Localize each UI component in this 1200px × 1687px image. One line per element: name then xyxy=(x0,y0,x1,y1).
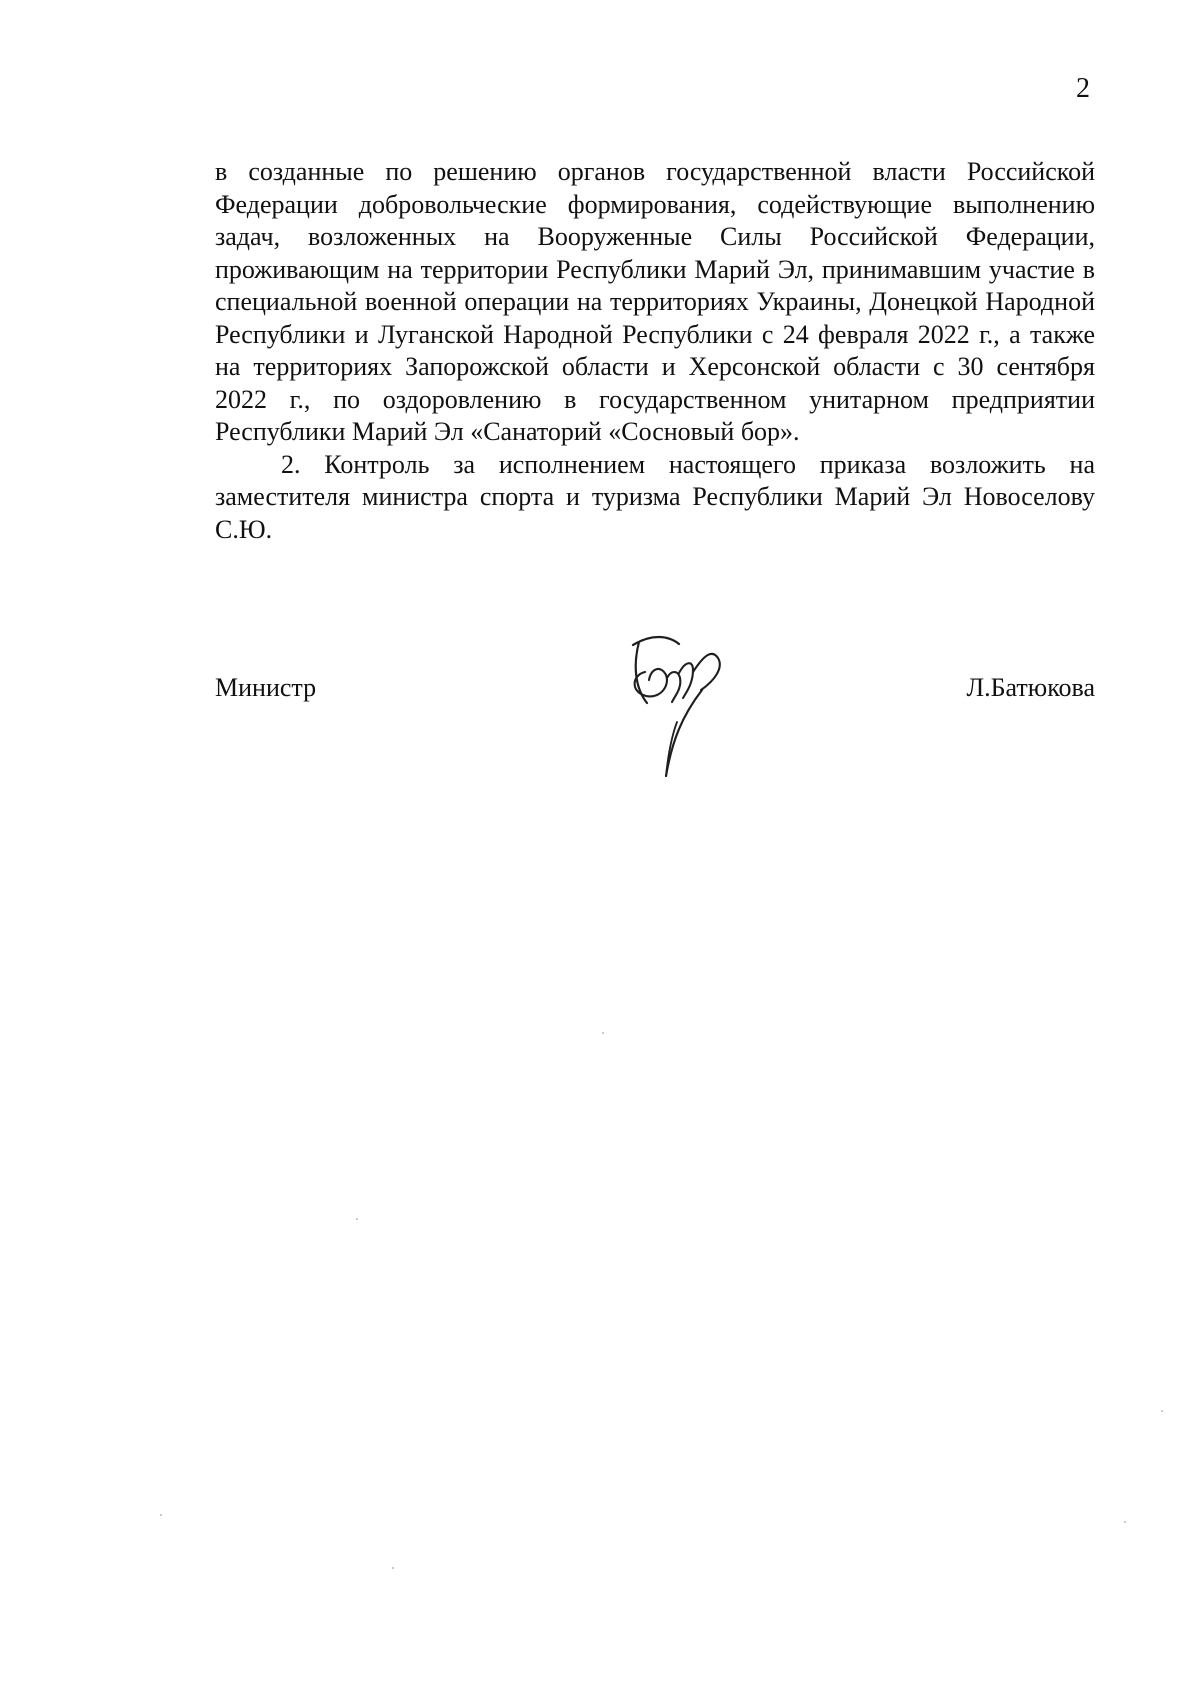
handwritten-signature xyxy=(615,630,737,780)
signatory-name: Л.Батюкова xyxy=(966,673,1095,702)
scan-speck xyxy=(602,1032,604,1034)
scan-speck xyxy=(160,1514,162,1516)
scan-speck xyxy=(1161,1410,1163,1412)
scan-speck xyxy=(1124,1521,1126,1523)
paragraph-continuation: в созданные по решению органов государственной власти Российской Федерации добровольческие формирования, содействующие выполнению задач, возложенных на Вооруженные Силы Российской Федерации, проживающим на территории Республики Марий Эл, принимавшим участие в специальной военной операции на территориях Украины, Донецкой Народной Республики и Луганской Народной Республики с 24 февраля 2022 г., а также на территориях Запорожской области и Херсонской области с 30 сентября 2022 г., по оздоровлению в государственном унитарном предприятии Республики Марий Эл «Санаторий «Сосновый бор». xyxy=(215,157,1095,446)
signatory-title: Министр xyxy=(215,673,317,702)
document-body xyxy=(215,156,1095,546)
scan-speck xyxy=(392,1567,394,1569)
page-number: 2 xyxy=(1076,73,1090,104)
paragraph-item-2: 2. Контроль за исполнением настоящего приказа возложить на заместителя министра спорта и туризма Республики Марий Эл Новоселову С.Ю. xyxy=(215,449,1095,544)
scan-speck xyxy=(356,1218,358,1220)
